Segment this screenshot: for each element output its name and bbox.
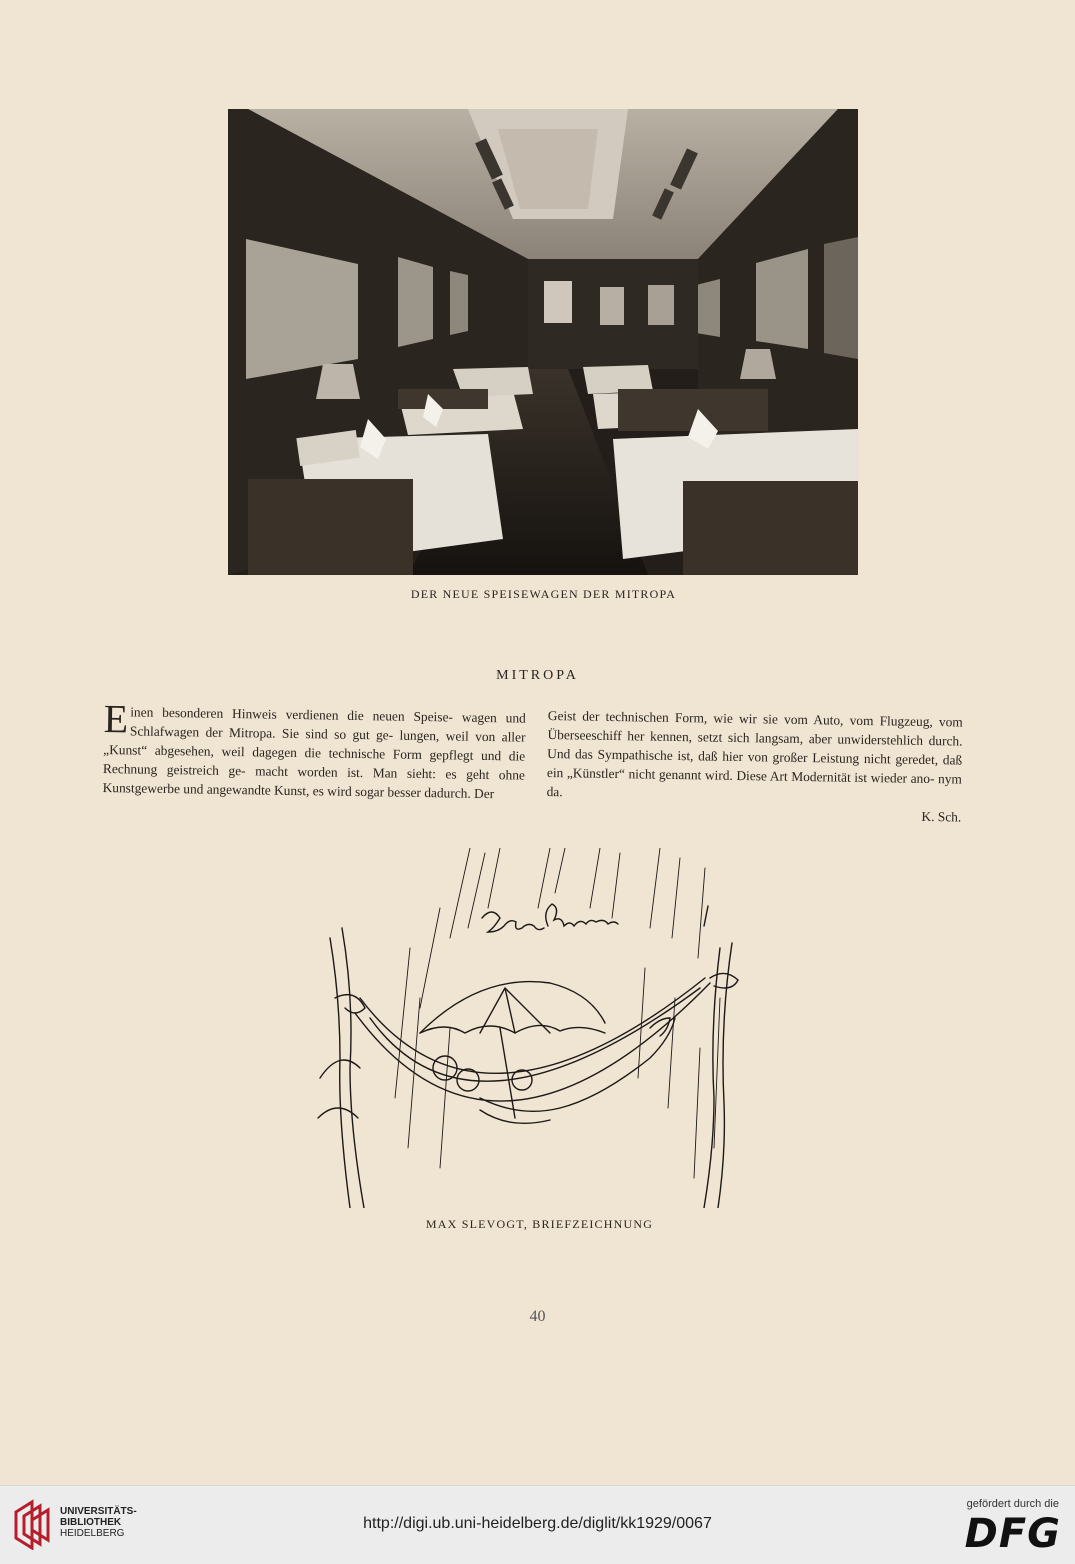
dfg-logo: DFG [964,1511,1061,1557]
sponsor-label: gefördert durch die [966,1498,1059,1510]
dropcap: E [103,696,129,742]
article-right-column [546,706,963,827]
right-column-text: Geist der technischen Form, wie wir sie vom Auto, vom Flugzeug, vom Überseeschiff her kennen, setzt sich langsam, aber unwiderstehlich durch. Und das Sympathische ist, daß hier von großer Leistung nicht geredet, daß ein „Künstler“ nicht genannt wird. Diese Art Modernität ist wieder ano- nym da. [546,707,963,800]
dining-car-photograph [228,109,858,575]
university-name-line2: BIBLIOTHEK [60,1517,122,1528]
footer-bar [0,1485,1075,1564]
university-name-line1: UNIVERSITÄTS- [60,1506,137,1517]
slevogt-sketch [300,848,760,1208]
left-column-text: inen besonderen Hinweis verdienen die neuen Speise- wagen und Schlafwagen der Mitropa. Sie sind so gut ge- lungen, weil von aller „Kunst“ abgesehen, weil dagegen die technische Form gepflegt und die Rechnung geistreich ge- macht worden ist. Man sieht: es geht ohne Kunstgewerbe und angewandte Kunst, es wird sogar besser dadurch. Der [102,704,526,802]
article-title: MITROPA [496,668,579,683]
photo-caption: DER NEUE SPEISEWAGEN DER MITROPA [410,587,677,601]
photo-drawing [228,109,858,575]
page-number: 40 [529,1308,546,1325]
sketch-drawing [300,848,760,1208]
author-signature: K. Sch. [921,808,962,825]
university-name-line3: HEIDELBERG [60,1528,125,1539]
source-url-link[interactable]: http://digi.ub.uni-heidelberg.de/diglit/kk1929/0067 [363,1515,712,1532]
sketch-caption: MAX SLEVOGT, BRIEFZEICHNUNG [425,1217,654,1231]
article-left-column [102,696,526,804]
